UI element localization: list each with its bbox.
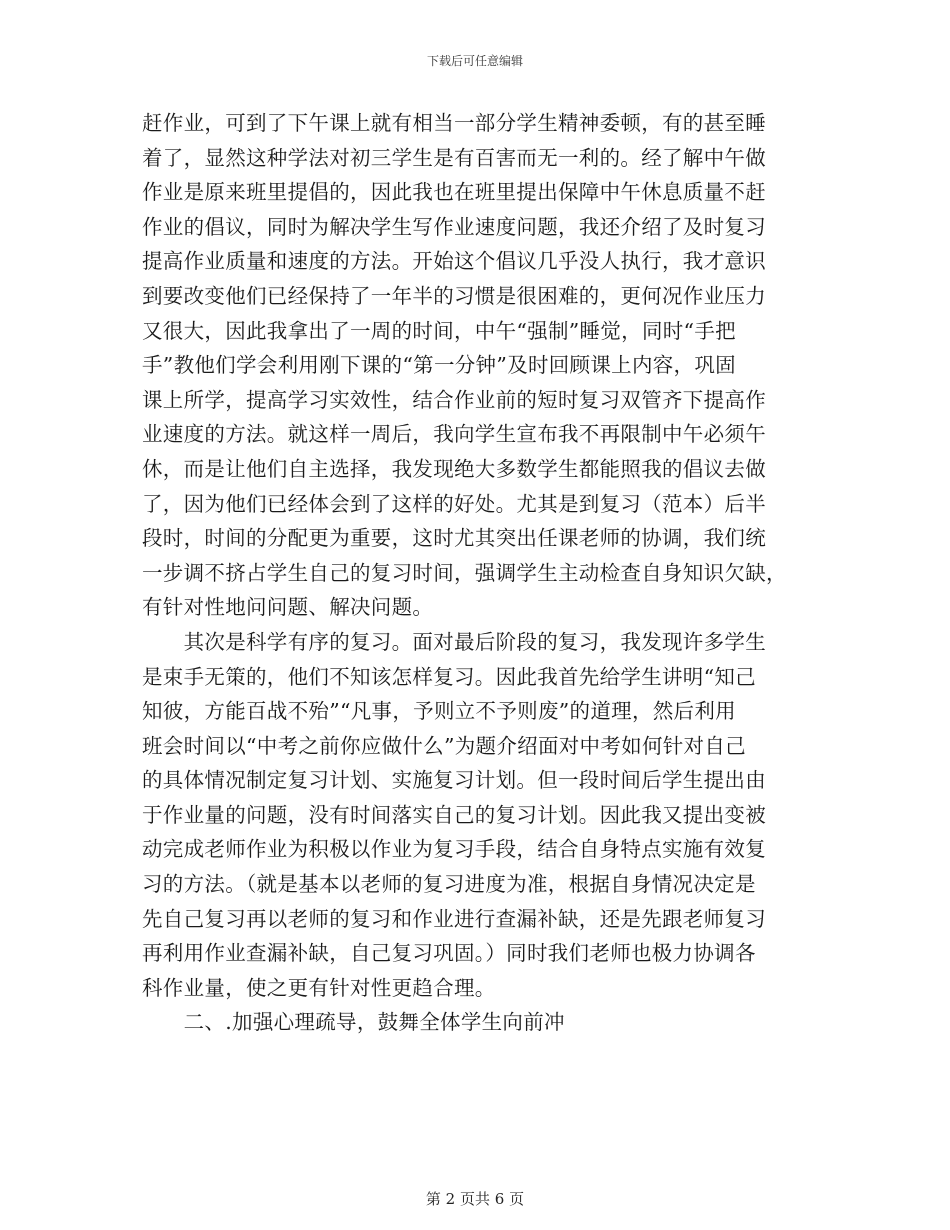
text-line: 到要改变他们已经保持了一年半的习惯是很困难的，更何况作业压力 [142, 283, 766, 308]
text-line: 习的方法。（就是基本以老师的复习进度为准，根据自身情况决定是 [142, 872, 756, 897]
page-header: 下载后可任意编辑 [426, 54, 523, 68]
text-line: 作业是原来班里提倡的，因此我也在班里提出保障中午休息质量不赶 [142, 180, 766, 205]
text-line: 又很大，因此我拿出了一周的时间，中午“强制”睡觉，同时“手把 [142, 318, 736, 343]
text-line: 了，因为他们已经体会到了这样的好处。尤其是到复习（范本）后半 [142, 491, 766, 516]
page-footer: 第 2 页共 6 页 [425, 1190, 525, 1208]
text-line: 是束手无策的，他们不知该怎样复习。因此我首先给学生讲明“知己 [142, 664, 756, 689]
text-line: 于作业量的问题，没有时间落实自己的复习计划。因此我又提出变被 [142, 802, 766, 827]
text-line: 课上所学，提高学习实效性，结合作业前的短时复习双管齐下提高作 [142, 387, 766, 412]
text-line: 段时，时间的分配更为重要，这时尤其突出任课老师的协调，我们统 [142, 526, 766, 551]
text-line: 赶作业，可到了下午课上就有相当一部分学生精神委顿，有的甚至睡 [142, 111, 766, 135]
text-line: 手”教他们学会利用刚下课的“第一分钟”及时回顾课上内容，巩固 [142, 353, 736, 378]
text-line: 先自己复习再以老师的复习和作业进行查漏补缺，还是先跟老师复习 [142, 906, 766, 931]
text-line: 休，而是让他们自主选择，我发现绝大多数学生都能照我的倡议去做 [142, 456, 766, 481]
text-line: 业速度的方法。就这样一周后，我向学生宣布我不再限制中午必须午 [142, 422, 766, 447]
text-line: 其次是科学有序的复习。面对最后阶段的复习，我发现许多学生 [142, 629, 766, 654]
text-line: 着了，显然这种学法对初三学生是有百害而无一利的。经了解中午做 [142, 145, 766, 170]
text-line: 有针对性地问问题、解决问题。 [142, 595, 434, 620]
text-line: 科作业量，使之更有针对性更趋合理。 [142, 975, 496, 1000]
text-line: 提高作业质量和速度的方法。开始这个倡议几乎没人执行，我才意识 [142, 249, 766, 274]
text-line: 的具体情况制定复习计划、实施复习计划。但一段时间后学生提出由 [142, 768, 766, 793]
body-text [142, 106, 812, 1040]
text-line: 一步调不挤占学生自己的复习时间，强调学生主动检查自身知识欠缺， [142, 560, 787, 585]
text-line: 动完成老师作业为积极以作业为复习手段，结合自身特点实施有效复 [142, 837, 766, 862]
text-line: 班会时间以“中考之前你应做什么”为题介绍面对中考如何针对自己 [142, 733, 746, 758]
section-heading: 二、.加强心理疏导，鼓舞全体学生向前冲 [142, 1010, 565, 1035]
text-line: 再利用作业查漏补缺，自己复习巩固。）同时我们老师也极力协调各 [142, 941, 756, 966]
text-line: 知彼，方能百战不殆”“凡事，予则立不予则废”的道理，然后利用 [142, 699, 736, 724]
text-line: 作业的倡议，同时为解决学生写作业速度问题，我还介绍了及时复习 [142, 214, 766, 239]
